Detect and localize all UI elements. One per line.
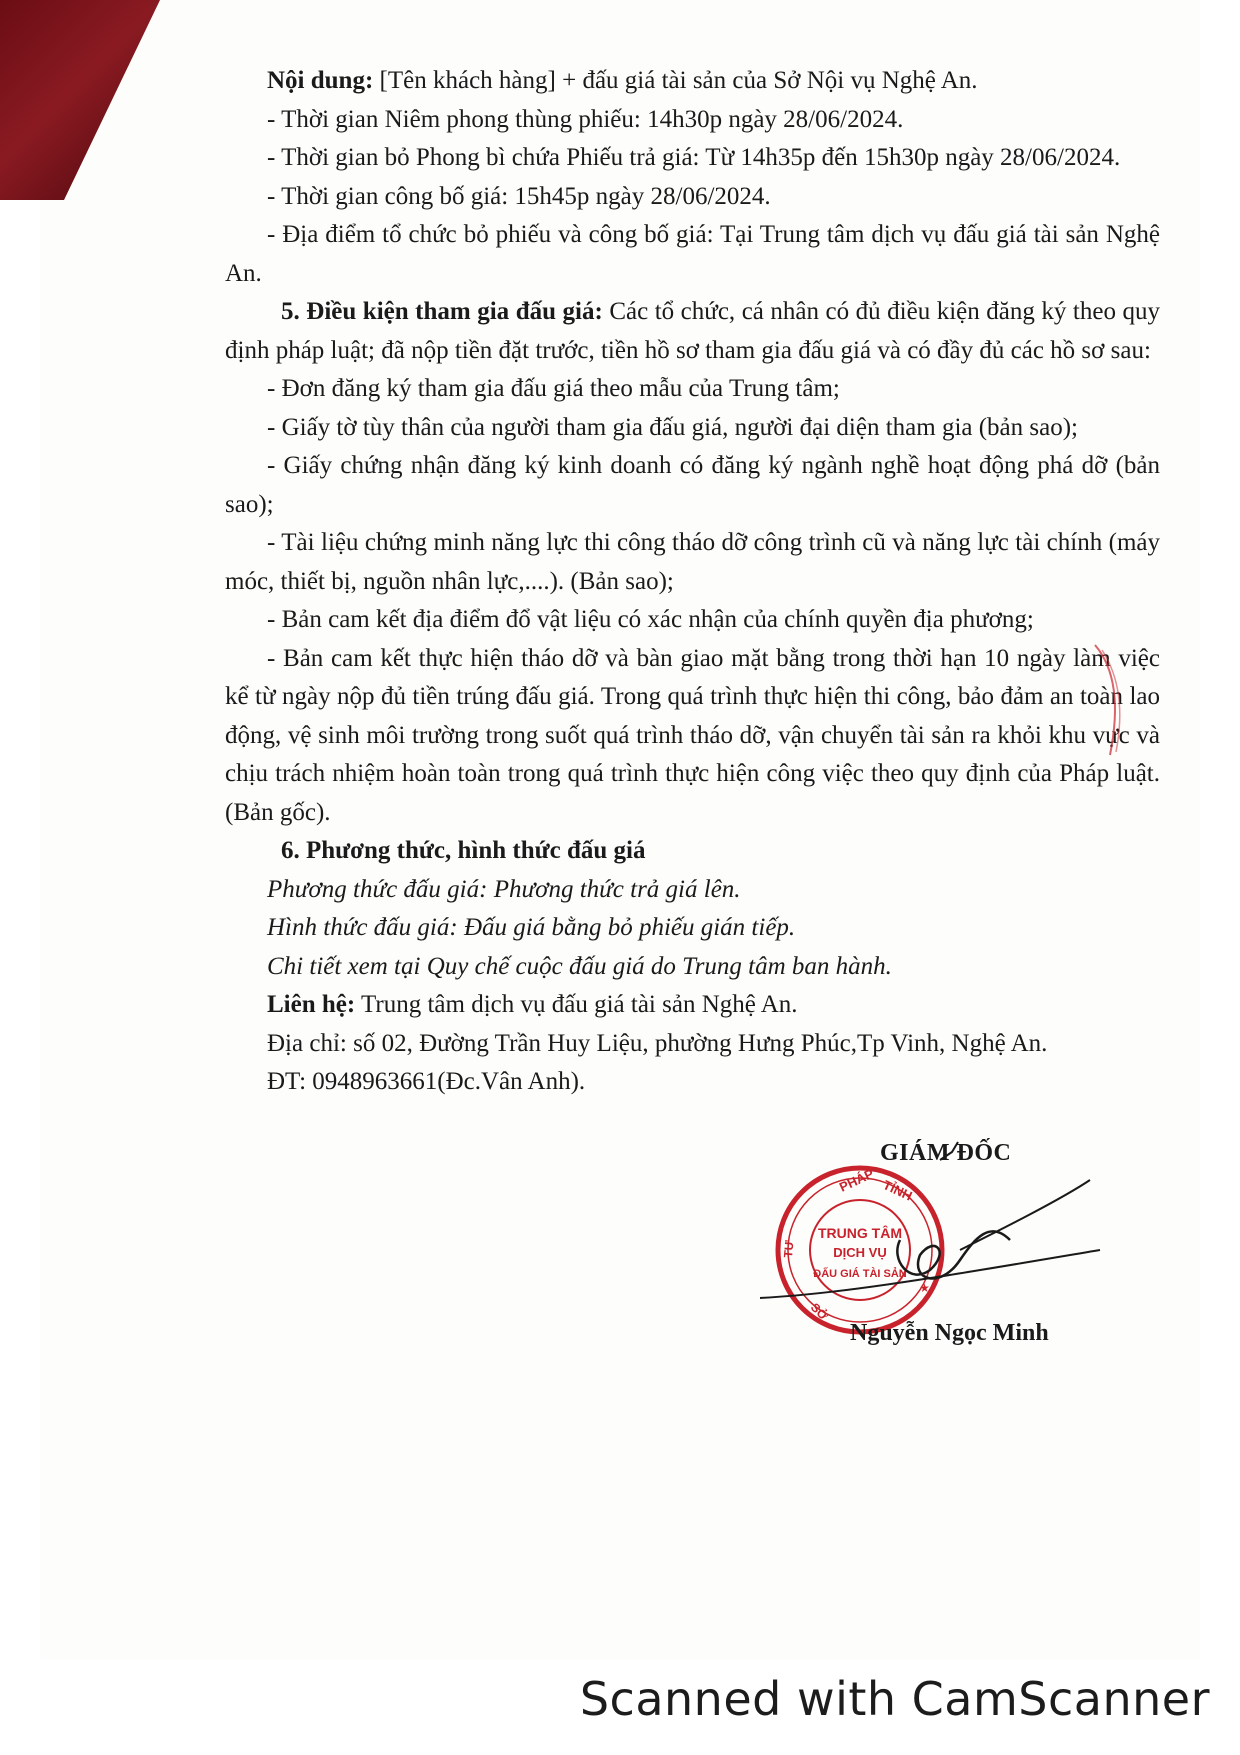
lien-he-label: Liên hệ:	[267, 991, 356, 1018]
lien-he-text: Trung tâm dịch vụ đấu giá tài sản Nghệ An.	[355, 991, 798, 1018]
chi-tiet-line: Chi tiết xem tại Quy chế cuộc đấu giá do Trung tâm ban hành.	[267, 952, 892, 980]
section5-paragraph	[225, 293, 1160, 370]
req-item: - Giấy chứng nhận đăng ký kinh doanh có đăng ký ngành nghề hoạt động phá dỡ (bản sao);	[225, 452, 1160, 518]
document-body	[225, 62, 1160, 1102]
req-item: - Giấy tờ tùy thân của người tham gia đấu giá, người đại diện tham gia (bản sao);	[267, 413, 1078, 441]
req-item: - Đơn đăng ký tham gia đấu giá theo mẫu của Trung tâm;	[267, 375, 840, 402]
camscanner-watermark: Scanned with CamScanner	[579, 1672, 1210, 1726]
section5-text: Các tổ chức, cá nhân có đủ điều kiện đăng ký theo quy định pháp luật; đã nộp tiền đặt trước, tiền hồ sơ tham gia đấu giá và có đầy đủ các hồ sơ sau:	[225, 298, 1160, 364]
noi-dung-text: [Tên khách hàng] + đấu giá tài sản của Sở Nội vụ Nghệ An.	[373, 67, 978, 94]
section5-heading: 5. Điều kiện tham gia đấu giá:	[281, 298, 603, 325]
req-item: - Bản cam kết thực hiện tháo dỡ và bàn giao mặt bằng trong thời hạn 10 ngày làm việc kể từ ngày nộp đủ tiền trúng đấu giá. Trong quá trình thực hiện thi công, bảo đảm an toàn lao động, vệ sinh môi trường trong suốt quá trình tháo dỡ, vận chuyển tài sản ra khỏi khu vực và chịu trách nhiệm hoàn toàn trong quá trình thực hiện công việc theo quy định của Pháp luật. (Bản gốc).	[225, 644, 1160, 826]
req-item: - Bản cam kết địa điểm đổ vật liệu có xác nhận của chính quyền địa phương;	[267, 606, 1034, 633]
hinh-thuc-line: Hình thức đấu giá: Đấu giá bằng bỏ phiếu gián tiếp.	[267, 914, 796, 941]
bo-phong-bi-line: - Thời gian bỏ Phong bì chứa Phiếu trả giá: Từ 14h35p đến 15h30p ngày 28/06/2024.	[267, 144, 1121, 171]
seal-top-right-text: TỈNH	[880, 1177, 915, 1204]
noi-dung-line	[225, 62, 1160, 101]
phuong-thuc-line: Phương thức đấu giá: Phương thức trả giá lên.	[267, 875, 741, 903]
seal-line3: ĐẤU GIÁ TÀI SẢN	[813, 1268, 907, 1280]
dia-diem-line: - Địa điểm tổ chức bỏ phiếu và công bố giá: Tại Trung tâm dịch vụ đấu giá tài sản Nghệ An.	[225, 221, 1160, 287]
seal-line1: TRUNG TÂM	[818, 1225, 902, 1241]
signer-title: GIÁM ĐỐC	[880, 1140, 1012, 1166]
section6-heading: 6. Phương thức, hình thức đấu giá	[281, 837, 646, 864]
dia-chi-line: Địa chỉ: số 02, Đường Trần Huy Liệu, phường Hưng Phúc,Tp Vinh, Nghệ An.	[267, 1029, 1048, 1057]
seal-line2: DỊCH VỤ	[833, 1245, 887, 1260]
signature-block	[760, 1120, 1220, 1520]
lien-he-line	[225, 986, 1160, 1025]
signer-name: Nguyễn Ngọc Minh	[850, 1320, 1049, 1346]
seal-left-text: TƯ	[781, 1239, 797, 1259]
partial-stamp-mark	[1090, 640, 1130, 760]
seal-top-text: PHÁP	[836, 1165, 877, 1195]
cong-bo-line: - Thời gian công bố giá: 15h45p ngày 28/06/2024.	[267, 182, 771, 210]
req-item: - Tài liệu chứng minh năng lực thi công tháo dỡ công trình cũ và năng lực tài chính (máy móc, thiết bị, nguồn nhân lực,....). (Bản sao);	[225, 529, 1160, 595]
seal-right-mark: ★	[917, 1282, 931, 1295]
seal-bottom-text: SỞ	[807, 1300, 831, 1324]
niem-phong-line: - Thời gian Niêm phong thùng phiếu: 14h30p ngày 28/06/2024.	[267, 105, 904, 133]
noi-dung-label: Nội dung:	[267, 67, 374, 94]
dien-thoai-line: ĐT: 0948963661(Đc.Vân Anh).	[267, 1068, 586, 1095]
